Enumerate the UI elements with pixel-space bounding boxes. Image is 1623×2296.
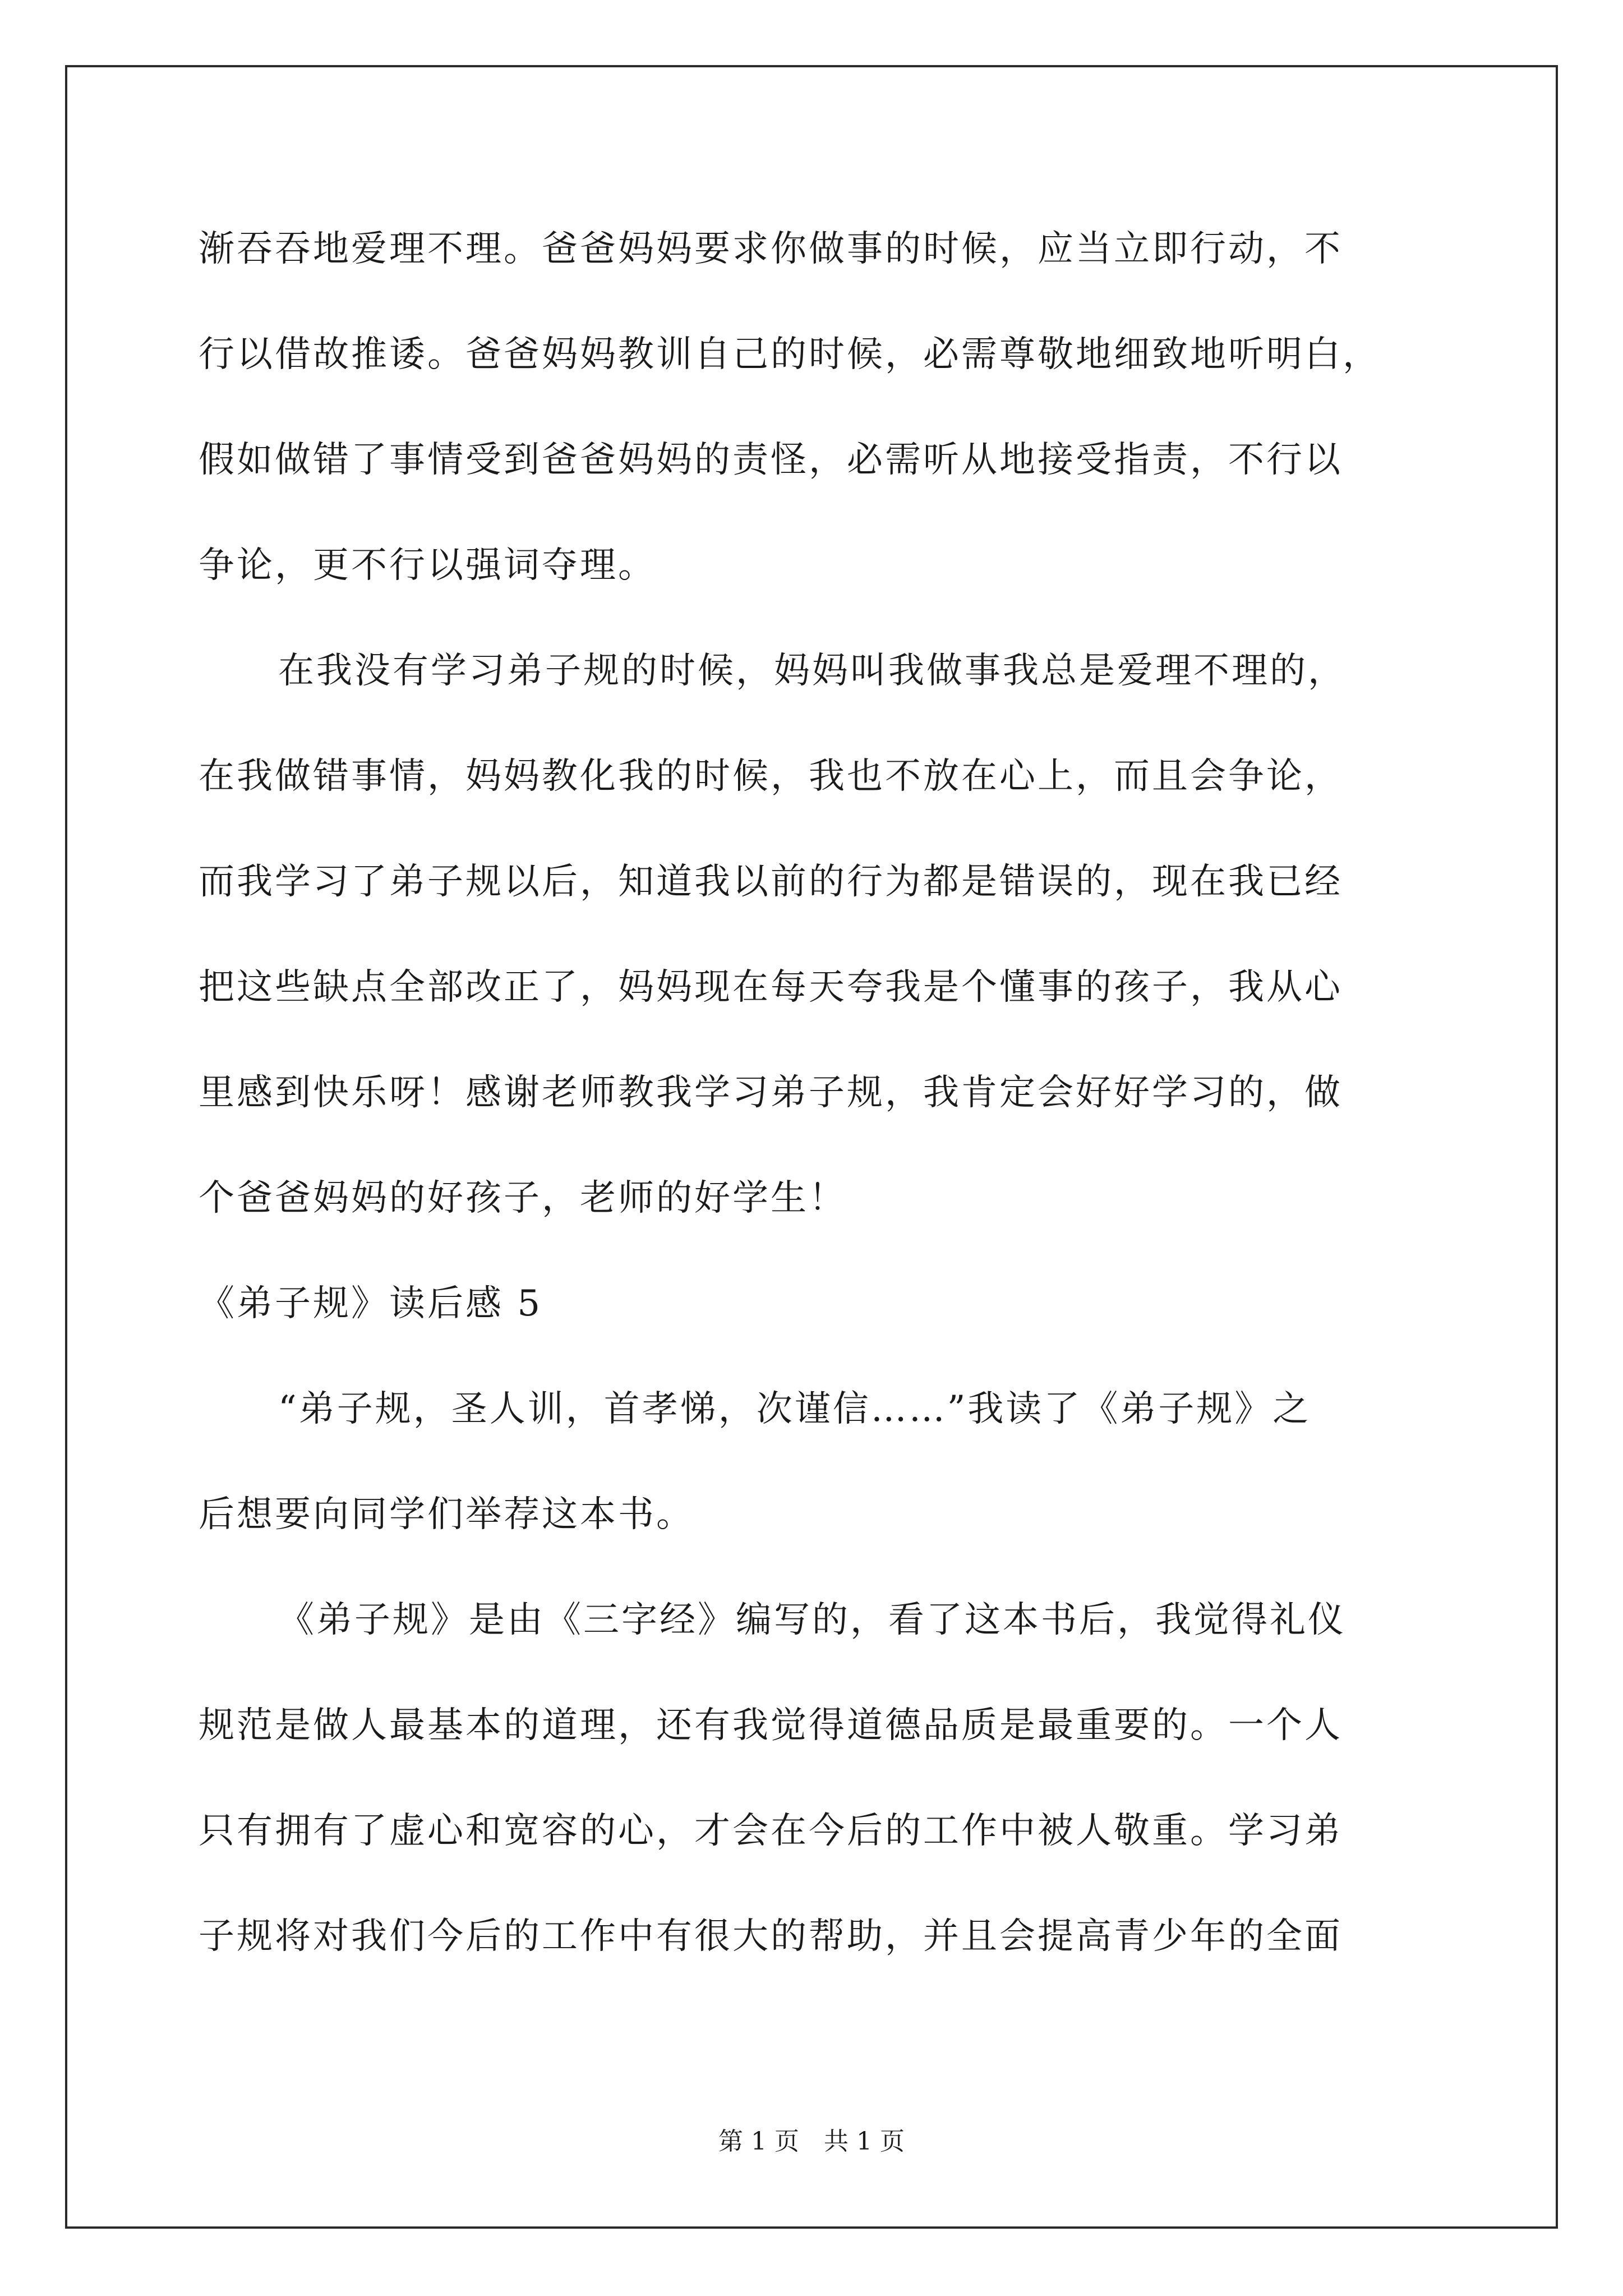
text-line: 子规将对我们今后的工作中有很大的帮助，并且会提高青少年的全面 xyxy=(199,1916,1343,1957)
page-footer: 第 1 页 共 1 页 xyxy=(718,2127,905,2156)
text-line: 个爸爸妈妈的好孩子，老师的好学生！ xyxy=(199,1177,847,1219)
text-line: 后想要向同学们举荐这本书。 xyxy=(199,1494,694,1535)
text-line: 假如做错了事情受到爸爸妈妈的责怪，必需听从地接受指责，不行以 xyxy=(199,439,1343,481)
paragraph-first-line: “弟子规，圣人训，首孝悌，次谨信……”我读了《弟子规》之 xyxy=(278,1388,1311,1430)
text-line: 争论，更不行以强词夺理。 xyxy=(199,545,656,586)
text-line: 而我学习了弟子规以后，知道我以前的行为都是错误的，现在我已经 xyxy=(199,861,1343,903)
text-line: 把这些缺点全部改正了，妈妈现在每天夸我是个懂事的孩子，我从心 xyxy=(199,967,1343,1008)
text-line: 渐吞吞地爱理不理。爸爸妈妈要求你做事的时候，应当立即行动，不 xyxy=(199,228,1343,270)
text-line: 规范是做人最基本的道理，还有我觉得道德品质是最重要的。一个人 xyxy=(199,1705,1343,1746)
paragraph-first-line: 在我没有学习弟子规的时候，妈妈叫我做事我总是爱理不理的， xyxy=(278,650,1346,692)
section-heading: 《弟子规》读后感 5 xyxy=(199,1283,543,1324)
text-line: 里感到快乐呀！感谢老师教我学习弟子规，我肯定会好好学习的，做 xyxy=(199,1072,1343,1114)
paragraph-first-line: 《弟子规》是由《三字经》编写的，看了这本书后，我觉得礼仪 xyxy=(278,1599,1346,1641)
page-border xyxy=(65,65,1558,2229)
text-line: 行以借故推诿。爸爸妈妈教训自己的时候，必需尊敬地细致地听明白， xyxy=(199,334,1381,375)
text-line: 在我做错事情，妈妈教化我的时候，我也不放在心上，而且会争论， xyxy=(199,756,1343,797)
text-line: 只有拥有了虚心和宽容的心，才会在今后的工作中被人敬重。学习弟 xyxy=(199,1810,1343,1852)
